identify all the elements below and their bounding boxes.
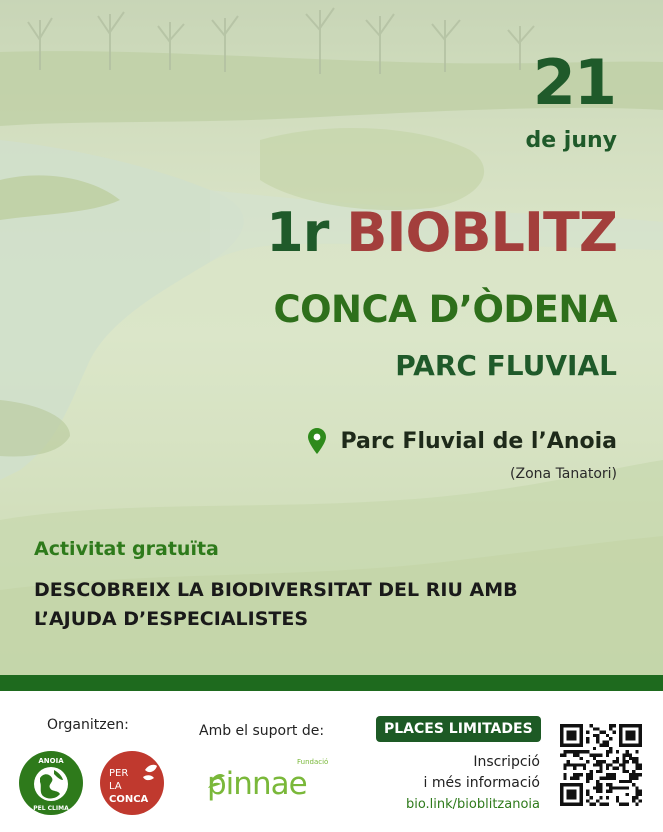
support-label: Amb el suport de: (199, 723, 325, 739)
info-line-2: i més informació (423, 775, 540, 791)
conca-logo-line-3: CONCA (109, 794, 149, 805)
event-date-day: 21 (532, 46, 615, 119)
conca-logo-line-1: PER (109, 768, 129, 779)
event-subtitle: CONCA D’ÒDENA (273, 288, 617, 331)
qr-code[interactable] (560, 724, 642, 806)
event-title (266, 201, 617, 264)
pinnae-small-text: Fundació (297, 758, 329, 766)
event-description (34, 576, 594, 634)
registration-link[interactable]: bio.link/bioblitzanoia (405, 797, 540, 812)
event-subtitle-2: PARC FLUVIAL (395, 349, 617, 382)
divider-bar (0, 675, 663, 691)
conca-logo-line-2: LA (109, 781, 122, 792)
anoia-logo-bottom-text: PEL CLIMA (33, 805, 69, 812)
title-prefix: 1r (266, 201, 329, 264)
description-line-1: DESCOBREIX LA BIODIVERSITAT DEL RIU AMB (34, 579, 518, 601)
event-date-month: de juny (525, 128, 617, 153)
description-line-2: L’AJUDA D’ESPECIALISTES (34, 608, 309, 630)
places-limited-badge: PLACES LIMITADES (376, 716, 541, 742)
anoia-logo-top-text: ANOIA (38, 757, 64, 765)
per-la-conca-logo (99, 750, 165, 816)
fundacio-pinnae-logo (205, 752, 335, 810)
info-line-1: Inscripció (473, 754, 540, 770)
registration-info (390, 752, 540, 794)
location-detail: (Zona Tanatori) (510, 466, 617, 482)
location-pin-icon (308, 428, 326, 454)
organizers-label: Organitzen: (47, 717, 129, 733)
event-location (308, 428, 617, 454)
location-name: Parc Fluvial de l’Anoia (340, 428, 617, 454)
pinnae-name-text: pinnae (207, 766, 307, 802)
anoia-pel-clima-logo (18, 750, 84, 816)
title-main: BIOBLITZ (346, 201, 617, 264)
free-activity-label: Activitat gratuïta (34, 538, 219, 560)
